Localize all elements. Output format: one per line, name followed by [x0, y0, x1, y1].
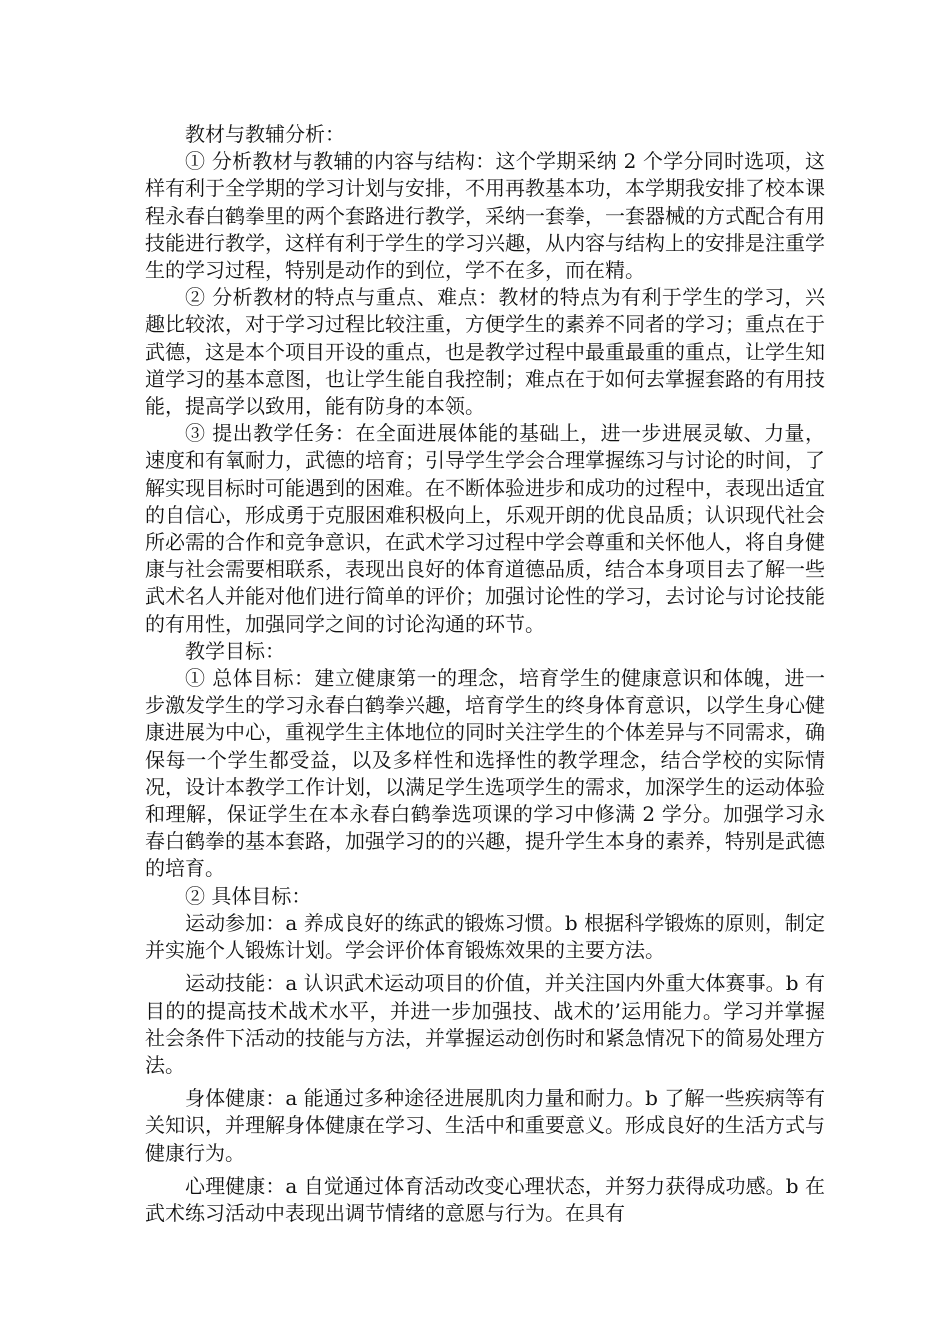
paragraph-teaching-tasks: ③ 提出教学任务：在全面进展体能的基础上，进一步进展灵敏、力量，速度和有氧耐力，武德的培育；引导学生学会合理掌握练习与讨论的时间，了解实现目标时可能遇到的困难。在不断体验进步和成功的过程中，表现出适宜的自信心，形成勇于克服困难积极向上，乐观开朗的优良品质；认识现代社会所必需的合作和竞争意识，在武术学习过程中学会尊重和关怀他人，将自身健康与社会需要相联系，表现出良好的体育道德品质，结合本身项目去了解一些武术名人并能对他们进行简单的评价；加强讨论性的学习，去讨论与讨论技能的有用性，加强同学之间的讨论沟通的环节。: [145, 421, 825, 636]
paragraph-content-structure: ① 分析教材与教辅的内容与结构：这个学期采纳 2 个学分同时选项，这样有利于全学期的学习计划与安排，不用再教基本功，本学期我安排了校本课程永春白鹤拳里的两个套路进行教学，采纳一套拳，一套器械的方式配合有用技能进行教学，这样有利于学生的学习兴趣，从内容与结构上的安排是注重学生的学习过程，特别是动作的到位，学不在多，而在精。: [145, 149, 825, 283]
paragraph-overall-objective: ① 总体目标：建立健康第一的理念，培育学生的健康意识和体魄，进一步激发学生的学习永春白鹤拳兴趣，培育学生的终身体育意识，以学生身心健康进展为中心，重视学生主体地位的同时关注学生的个体差异与不同需求，确保每一个学生都受益，以及多样性和选择性的教学理念，结合学校的实际情况，设计本教学工作计划，以满足学生选项学生的需求，加深学生的运动体验和理解，保证学生在本永春白鹤拳选项课的学习中修满 2 学分。加强学习永春白鹤拳的基本套路，加强学习的的兴趣，提升学生本身的素养，特别是武德的培育。: [145, 666, 825, 881]
paragraph-specific-objective-heading: ② 具体目标：: [185, 883, 312, 908]
paragraph-features-keypoints: ② 分析教材的特点与重点、难点：教材的特点为有利于学生的学习，兴趣比较浓，对于学习过程比较注重，方便学生的素养不同者的学习；重点在于武德，这是本个项目开设的重点，也是教学过程中最重最重的重点，让学生知道学习的基本意图，也让学生能自我控制；难点在于如何去掌握套路的有用技能，提高学以致用，能有防身的本领。: [145, 285, 825, 419]
paragraph-physical-health: 身体健康：a 能通过多种途径进展肌肉力量和耐力。b 了解一些疾病等有关知识，并理解身体健康在学习、生活中和重要意义。形成良好的生活方式与健康行为。: [145, 1086, 825, 1165]
document-page: [145, 121, 825, 1227]
section-heading-objectives: 教学目标：: [185, 638, 285, 663]
section-heading-materials: 教材与教辅分析：: [185, 122, 345, 146]
paragraph-sports-participation: 运动参加：a 养成良好的练武的锻炼习惯。b 根据科学锻炼的原则，制定并实施个人锻炼计划。学会评价体育锻炼效果的主要方法。: [145, 910, 825, 963]
paragraph-sports-skills: 运动技能：a 认识武术运动项目的价值，并关注国内外重大体赛事。b 有目的的提高技术战术水平，并进一步加强技、战术的’运用能力。学习并掌握社会条件下活动的技能与方法，并掌握运动创伤时和紧急情况下的简易处理方法。: [145, 971, 825, 1077]
paragraph-mental-health: 心理健康：a 自觉通过体育活动改变心理状态，并努力获得成功感。b 在武术练习活动中表现出调节情绪的意愿与行为。在具有: [145, 1173, 825, 1225]
